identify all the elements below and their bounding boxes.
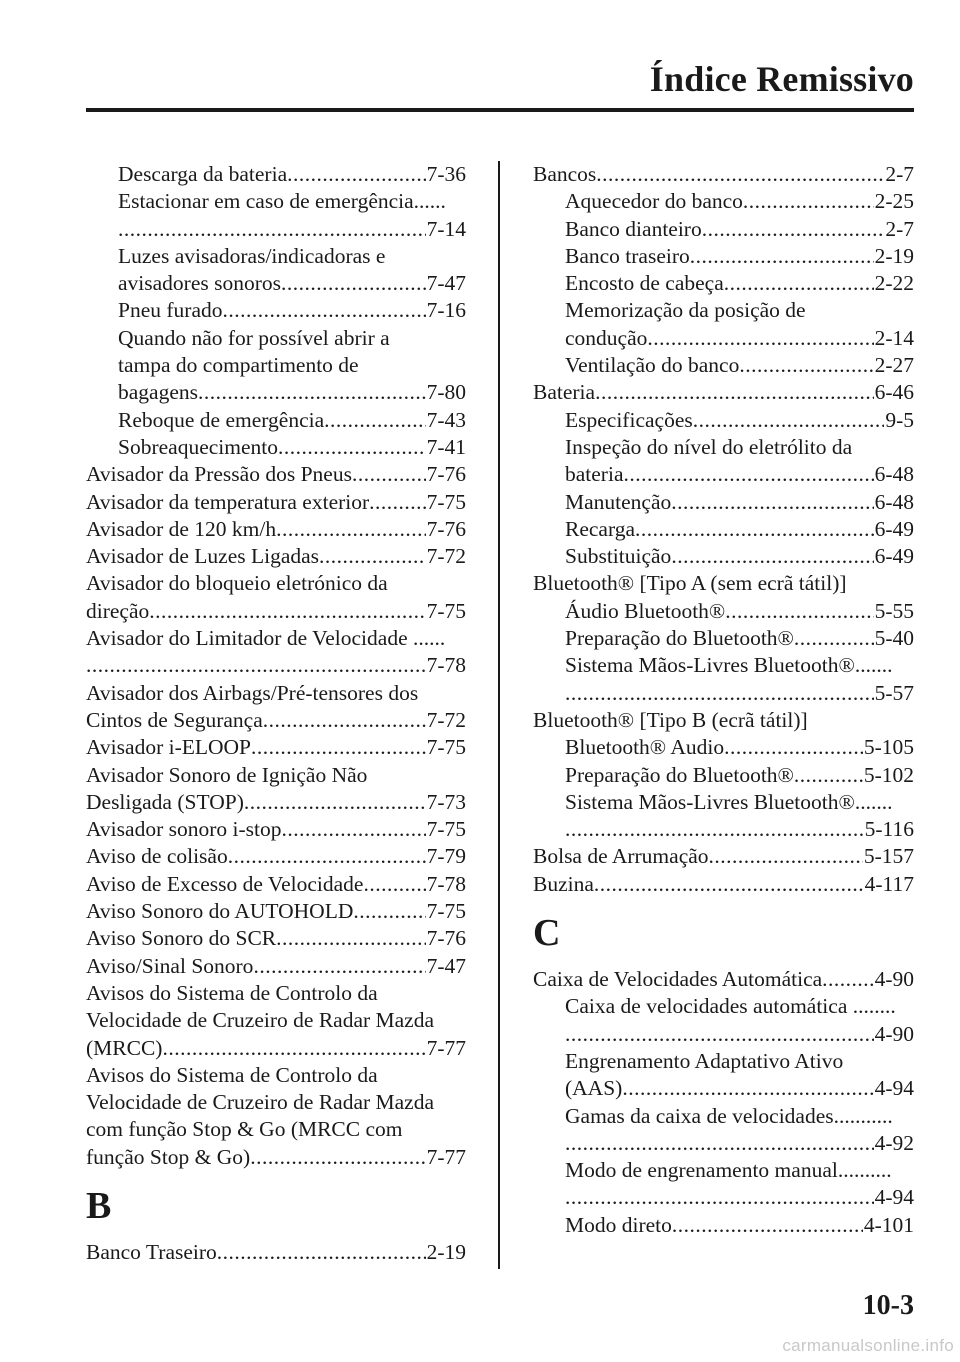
page-reference: 7-14 bbox=[426, 216, 466, 241]
dot-leader bbox=[709, 843, 863, 870]
entry-text: Memorização da posição de bbox=[565, 298, 806, 323]
page-reference: 7-76 bbox=[426, 926, 466, 951]
entry-text: tampa do compartimento de bbox=[118, 353, 359, 378]
entry-text: Ventilação do banco bbox=[565, 353, 740, 378]
entry-text: Banco traseiro bbox=[565, 243, 690, 268]
index-entry bbox=[86, 980, 466, 1007]
page-reference: 6-48 bbox=[874, 462, 914, 487]
entry-text: avisadores sonoros bbox=[118, 271, 282, 296]
index-subentry bbox=[533, 325, 914, 352]
entry-text: (AAS) bbox=[565, 1076, 623, 1101]
dot-leader bbox=[287, 161, 425, 188]
index-subentry bbox=[86, 352, 466, 379]
index-subentry bbox=[86, 325, 466, 352]
index-subentry bbox=[533, 734, 914, 761]
dot-leader bbox=[565, 1130, 874, 1157]
index-subentry bbox=[533, 625, 914, 652]
entry-text: Avisador do bloqueio eletrónico da bbox=[86, 571, 388, 596]
index-entry bbox=[86, 1116, 466, 1143]
dot-leader bbox=[162, 1035, 425, 1062]
dot-leader bbox=[352, 461, 426, 488]
index-entry bbox=[86, 543, 466, 570]
entry-text: Sistema Mãos-Livres Bluetooth®....... bbox=[565, 789, 893, 814]
index-entry bbox=[533, 843, 914, 870]
page-reference: 2-22 bbox=[874, 271, 914, 296]
entry-text: Substituição bbox=[565, 544, 672, 569]
entry-text: Caixa de velocidades automática ........ bbox=[565, 994, 896, 1019]
dot-leader bbox=[198, 379, 426, 406]
dot-leader bbox=[743, 188, 874, 215]
index-subentry bbox=[533, 1021, 914, 1048]
dot-leader bbox=[624, 461, 874, 488]
page-reference: 7-75 bbox=[426, 735, 466, 760]
index-subentry bbox=[86, 270, 466, 297]
page-reference: 7-75 bbox=[426, 489, 466, 514]
entry-text: Desligada (STOP) bbox=[86, 789, 244, 814]
entry-text: Manutenção bbox=[565, 489, 672, 514]
index-subentry bbox=[533, 1075, 914, 1102]
entry-text: Áudio Bluetooth® bbox=[565, 598, 726, 623]
entry-text: Bancos bbox=[533, 162, 597, 186]
entry-text: Luzes avisadoras/indicadoras e bbox=[118, 243, 386, 268]
dot-leader bbox=[622, 1075, 873, 1102]
entry-text: Avisador da temperatura exterior bbox=[86, 489, 370, 514]
entry-text: Modo de engrenamento manual.......... bbox=[565, 1158, 892, 1183]
page-reference: 7-72 bbox=[426, 707, 466, 732]
index-entry bbox=[533, 707, 914, 734]
entry-text: Preparação do Bluetooth® bbox=[565, 626, 794, 651]
dot-leader bbox=[324, 407, 425, 434]
index-subentry bbox=[533, 489, 914, 516]
entry-text: Bolsa de Arrumação bbox=[533, 844, 709, 869]
dot-leader bbox=[702, 216, 885, 243]
page-reference: 4-90 bbox=[874, 1021, 914, 1046]
page-reference: 5-57 bbox=[874, 680, 914, 705]
index-subentry bbox=[533, 297, 914, 324]
entry-text: Avisador dos Airbags/Pré-tensores dos bbox=[86, 680, 419, 705]
dot-leader bbox=[794, 625, 874, 652]
page-reference: 7-77 bbox=[426, 1035, 466, 1060]
page-reference: 7-79 bbox=[426, 844, 466, 869]
dot-leader bbox=[363, 871, 425, 898]
entry-text: Banco dianteiro bbox=[565, 216, 702, 241]
index-subentry bbox=[533, 1184, 914, 1211]
entry-text: (MRCC) bbox=[86, 1035, 163, 1060]
entry-text: Avisador de Luzes Ligadas bbox=[86, 544, 320, 569]
index-subentry bbox=[533, 270, 914, 297]
section-letter: B bbox=[86, 1184, 112, 1227]
dot-leader bbox=[635, 516, 874, 543]
page-reference: 7-16 bbox=[426, 298, 466, 323]
entry-text: Caixa de Velocidades Automática bbox=[533, 967, 823, 992]
index-entry bbox=[86, 516, 466, 543]
index-subentry bbox=[533, 188, 914, 215]
entry-text: Avisador i-ELOOP bbox=[86, 735, 252, 760]
dot-leader bbox=[278, 434, 426, 461]
entry-text: Bluetooth® [Tipo A (sem ecrã tátil)] bbox=[533, 571, 847, 596]
index-subentry bbox=[86, 216, 466, 243]
index-subentry bbox=[533, 816, 914, 843]
dot-leader bbox=[794, 762, 863, 789]
entry-text: Avisador Sonoro de Ignição Não bbox=[86, 762, 368, 787]
index-subentry bbox=[533, 652, 914, 679]
dot-leader bbox=[276, 925, 425, 952]
page-reference: 7-75 bbox=[426, 598, 466, 623]
index-column-right bbox=[533, 161, 914, 1239]
index-subentry bbox=[86, 243, 466, 270]
entry-text: Aviso/Sinal Sonoro bbox=[86, 953, 254, 978]
entry-text: Bateria bbox=[533, 380, 596, 405]
page-reference: 2-7 bbox=[885, 216, 914, 241]
index-entry bbox=[86, 707, 466, 734]
index-subentry bbox=[86, 434, 466, 461]
dot-leader bbox=[565, 816, 864, 843]
page-reference: 7-76 bbox=[426, 516, 466, 541]
entry-text: Aviso de colisão bbox=[86, 844, 228, 869]
entry-text: Encosto de cabeça bbox=[565, 271, 724, 296]
index-entry bbox=[86, 898, 466, 925]
entry-text: Aviso Sonoro do SCR bbox=[86, 926, 277, 951]
index-entry bbox=[86, 816, 466, 843]
page-reference: 5-102 bbox=[863, 762, 914, 787]
entry-text: Preparação do Bluetooth® bbox=[565, 762, 794, 787]
dot-leader bbox=[281, 270, 426, 297]
dot-leader bbox=[276, 516, 425, 543]
dot-leader bbox=[672, 1212, 863, 1239]
entry-text: Avisador do Limitador de Velocidade ...... bbox=[86, 626, 446, 651]
dot-leader bbox=[822, 966, 873, 993]
dot-leader bbox=[149, 598, 425, 625]
dot-leader bbox=[223, 297, 426, 324]
entry-text: Recarga bbox=[565, 516, 636, 541]
page-reference: 5-40 bbox=[874, 626, 914, 651]
page-reference: 5-116 bbox=[864, 817, 914, 842]
dot-leader bbox=[369, 489, 425, 516]
index-entry bbox=[86, 652, 466, 679]
index-subentry bbox=[533, 434, 914, 461]
dot-leader bbox=[724, 270, 874, 297]
dot-leader bbox=[281, 816, 425, 843]
dot-leader bbox=[253, 953, 425, 980]
index-entry bbox=[86, 680, 466, 707]
index-subentry bbox=[533, 680, 914, 707]
page-reference: 6-46 bbox=[874, 380, 914, 405]
page-reference: 7-43 bbox=[426, 407, 466, 432]
entry-text: Modo direto bbox=[565, 1212, 672, 1237]
page-reference: 2-27 bbox=[874, 353, 914, 378]
dot-leader bbox=[86, 652, 426, 679]
page-reference: 6-49 bbox=[874, 516, 914, 541]
index-entry bbox=[86, 1239, 466, 1266]
entry-text: Especificações bbox=[565, 407, 693, 432]
dot-leader bbox=[739, 352, 873, 379]
dot-leader bbox=[250, 1144, 425, 1171]
entry-text: Bluetooth® [Tipo B (ecrã tátil)] bbox=[533, 707, 808, 732]
entry-text: Bluetooth® Audio bbox=[565, 735, 725, 760]
index-entry bbox=[86, 598, 466, 625]
entry-text: Avisos do Sistema de Controlo da bbox=[86, 980, 378, 1005]
page-reference: 7-36 bbox=[426, 162, 466, 186]
index-entry bbox=[86, 1007, 466, 1034]
entry-text: Aviso de Excesso de Velocidade bbox=[86, 871, 364, 896]
watermark: carmanualsonline.info bbox=[782, 1336, 954, 1355]
index-entry bbox=[86, 789, 466, 816]
index-entry bbox=[533, 871, 914, 898]
dot-leader bbox=[319, 543, 426, 570]
index-entry bbox=[86, 570, 466, 597]
page-reference: 4-92 bbox=[874, 1130, 914, 1155]
dot-leader bbox=[565, 1021, 874, 1048]
entry-text: Banco Traseiro bbox=[86, 1239, 217, 1264]
entry-text: Buzina bbox=[533, 871, 594, 896]
entry-text: direção bbox=[86, 598, 150, 623]
page-reference: 6-48 bbox=[874, 489, 914, 514]
dot-leader bbox=[228, 843, 426, 870]
entry-text: condução bbox=[565, 325, 648, 350]
index-entry bbox=[86, 1035, 466, 1062]
entry-text: bagagens bbox=[118, 380, 198, 405]
page-reference: 7-78 bbox=[426, 871, 466, 896]
page-reference: 9-5 bbox=[885, 407, 914, 432]
index-subentry bbox=[86, 188, 466, 215]
dot-leader bbox=[594, 871, 864, 898]
index-entry bbox=[86, 1144, 466, 1171]
index-subentry bbox=[533, 1103, 914, 1130]
index-subentry bbox=[533, 461, 914, 488]
page-reference: 4-117 bbox=[864, 871, 914, 896]
page-reference: 5-105 bbox=[863, 735, 914, 760]
header-rule bbox=[86, 108, 914, 112]
index-entry bbox=[86, 843, 466, 870]
entry-text: Velocidade de Cruzeiro de Radar Mazda bbox=[86, 1090, 435, 1115]
page-reference: 7-75 bbox=[426, 817, 466, 842]
entry-text: Sistema Mãos-Livres Bluetooth®....... bbox=[565, 653, 893, 678]
dot-leader bbox=[263, 707, 426, 734]
entry-text: Avisador sonoro i-stop bbox=[86, 817, 282, 842]
page-reference: 7-80 bbox=[426, 380, 466, 405]
index-entry bbox=[533, 966, 914, 993]
index-subentry bbox=[533, 1048, 914, 1075]
page-reference: 7-41 bbox=[426, 434, 466, 459]
page-reference: 7-78 bbox=[426, 653, 466, 678]
index-entry bbox=[86, 762, 466, 789]
section-letter: C bbox=[533, 912, 561, 955]
index-entry bbox=[86, 1089, 466, 1116]
dot-leader bbox=[671, 543, 873, 570]
index-subentry bbox=[533, 789, 914, 816]
index-subentry bbox=[533, 1130, 914, 1157]
dot-leader bbox=[596, 161, 884, 188]
dot-leader bbox=[595, 379, 874, 406]
page-title: Índice Remissivo bbox=[649, 59, 914, 99]
entry-text: Aquecedor do banco bbox=[565, 189, 743, 214]
page-reference: 7-73 bbox=[426, 789, 466, 814]
entry-text: Reboque de emergência bbox=[118, 407, 325, 432]
page-reference: 4-94 bbox=[874, 1185, 914, 1210]
entry-text: Descarga da bateria bbox=[118, 162, 288, 186]
index-subentry bbox=[533, 216, 914, 243]
index-entry bbox=[86, 953, 466, 980]
entry-text: Avisador da Pressão dos Pneus bbox=[86, 462, 352, 487]
page-reference: 7-75 bbox=[426, 899, 466, 924]
entry-text: Gamas da caixa de velocidades........... bbox=[565, 1103, 893, 1128]
index-entry bbox=[86, 625, 466, 652]
index-subentry bbox=[533, 993, 914, 1020]
page-reference: 2-25 bbox=[874, 189, 914, 214]
entry-text: função Stop & Go) bbox=[86, 1144, 251, 1169]
index-subentry bbox=[86, 161, 466, 188]
index-entry bbox=[86, 871, 466, 898]
index-subentry bbox=[86, 407, 466, 434]
dot-leader bbox=[647, 325, 873, 352]
index-subentry bbox=[533, 516, 914, 543]
page-reference: 2-7 bbox=[885, 162, 914, 186]
page-reference: 4-101 bbox=[863, 1212, 914, 1237]
index-entry bbox=[86, 489, 466, 516]
page-reference: 5-157 bbox=[863, 844, 914, 869]
dot-leader bbox=[724, 734, 863, 761]
index-subentry bbox=[533, 762, 914, 789]
index-subentry bbox=[533, 1212, 914, 1239]
dot-leader bbox=[244, 789, 426, 816]
page-reference: 7-47 bbox=[426, 271, 466, 296]
entry-text: Quando não for possível abrir a bbox=[118, 325, 390, 350]
dot-leader bbox=[217, 1239, 426, 1266]
page-reference: 7-77 bbox=[426, 1144, 466, 1169]
dot-leader bbox=[693, 407, 885, 434]
index-subentry bbox=[533, 1157, 914, 1184]
entry-text: bateria bbox=[565, 462, 624, 487]
index-entry bbox=[533, 379, 914, 406]
entry-text: Aviso Sonoro do AUTOHOLD bbox=[86, 899, 354, 924]
dot-leader bbox=[565, 1184, 874, 1211]
page-reference: 4-90 bbox=[874, 967, 914, 992]
column-divider bbox=[498, 161, 500, 1269]
index-subentry bbox=[533, 352, 914, 379]
page-reference: 2-14 bbox=[874, 325, 914, 350]
index-subentry bbox=[533, 598, 914, 625]
index-entry bbox=[86, 1062, 466, 1089]
entry-text: Velocidade de Cruzeiro de Radar Mazda bbox=[86, 1008, 435, 1033]
entry-text: Sobreaquecimento bbox=[118, 434, 279, 459]
entry-text: Estacionar em caso de emergência...... bbox=[118, 189, 446, 214]
page-reference: 7-76 bbox=[426, 462, 466, 487]
entry-text: Inspeção do nível do eletrólito da bbox=[565, 434, 853, 459]
index-entry bbox=[533, 161, 914, 188]
entry-text: Avisador de 120 km/h bbox=[86, 516, 277, 541]
dot-leader bbox=[690, 243, 874, 270]
entry-text: com função Stop & Go (MRCC com bbox=[86, 1117, 403, 1142]
index-subentry bbox=[533, 407, 914, 434]
page-reference: 7-72 bbox=[426, 544, 466, 569]
dot-leader bbox=[725, 598, 873, 625]
dot-leader bbox=[251, 734, 426, 761]
page-reference: 2-19 bbox=[426, 1239, 466, 1264]
index-entry bbox=[533, 570, 914, 597]
page-reference: 7-47 bbox=[426, 953, 466, 978]
page-reference: 2-19 bbox=[874, 243, 914, 268]
entry-text: Avisos do Sistema de Controlo da bbox=[86, 1062, 378, 1087]
index-subentry bbox=[533, 543, 914, 570]
entry-text: Pneu furado bbox=[118, 298, 223, 323]
entry-text: Cintos de Segurança bbox=[86, 707, 263, 732]
page-number: 10-3 bbox=[862, 1290, 914, 1321]
index-column-left bbox=[86, 161, 466, 1266]
entry-text: Engrenamento Adaptativo Ativo bbox=[565, 1048, 844, 1073]
dot-leader bbox=[353, 898, 425, 925]
index-subentry bbox=[86, 297, 466, 324]
index-entry bbox=[86, 925, 466, 952]
page-reference: 4-94 bbox=[874, 1076, 914, 1101]
index-entry bbox=[86, 734, 466, 761]
index-subentry bbox=[86, 379, 466, 406]
dot-leader bbox=[671, 489, 873, 516]
index-subentry bbox=[533, 243, 914, 270]
dot-leader bbox=[565, 680, 874, 707]
page-reference: 5-55 bbox=[874, 598, 914, 623]
index-entry bbox=[86, 461, 466, 488]
page-reference: 6-49 bbox=[874, 544, 914, 569]
dot-leader bbox=[118, 216, 426, 243]
